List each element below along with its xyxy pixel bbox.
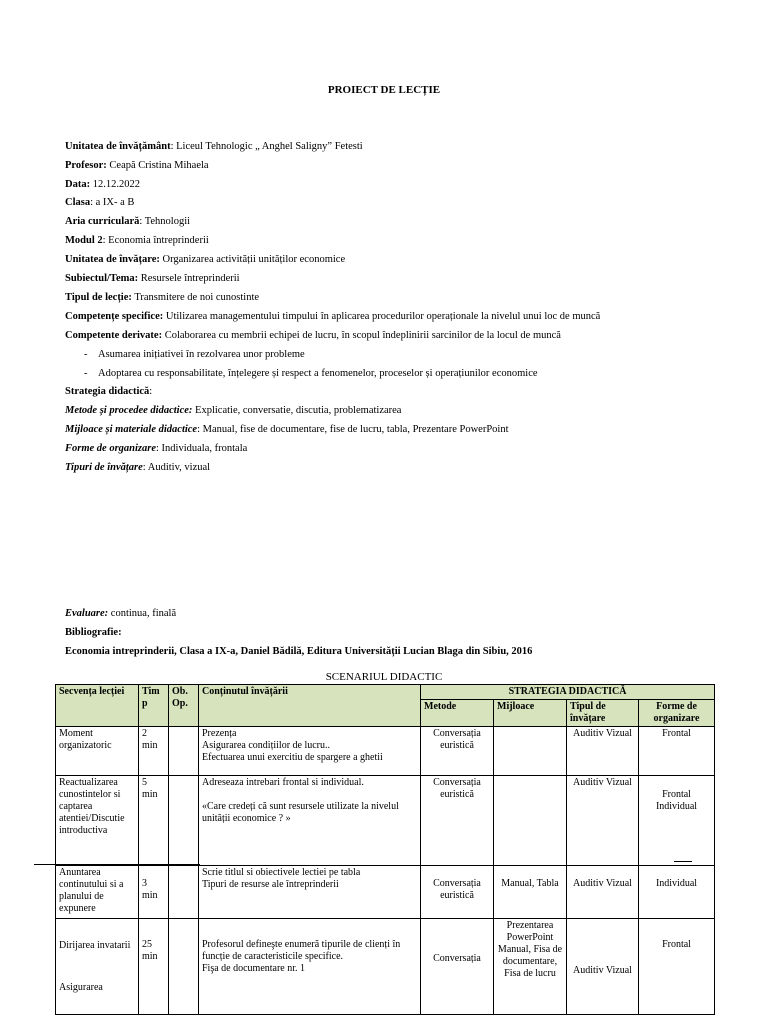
table-row	[56, 866, 715, 919]
cell-continut: Scrie titlul si obiectivele lectiei pe tabla Tipuri de resurse ale întreprinderii	[199, 866, 421, 919]
field-modul: Modul 2: Economia întreprinderii	[65, 235, 209, 246]
cell-ob	[169, 776, 199, 866]
cell-tipul: Auditiv Vizual	[567, 776, 639, 866]
cell-tipul: Auditiv Vizual	[567, 727, 639, 776]
col-header-metode: Metode	[421, 700, 494, 727]
col-header-continut: Conținutul învățării	[199, 685, 421, 727]
cell-ob	[169, 919, 199, 1015]
cell-secventa: Moment organizatoric	[56, 727, 139, 776]
cell-forme: Frontal	[639, 919, 715, 1015]
field-evaluare: Evaluare: continua, finală	[65, 608, 177, 619]
cell-forme: Individual	[639, 866, 715, 919]
divider	[34, 864, 200, 865]
cell-ob	[169, 866, 199, 919]
cell-mijloace	[494, 776, 567, 866]
col-header-mijloace: Mijloace	[494, 700, 567, 727]
cell-metode: Conversația	[421, 919, 494, 1015]
bullet-item: - Adoptarea cu responsabilitate, înțelegere și respect a fenomenelor, proceselor și operațiunilor economice	[84, 368, 538, 379]
table-row	[56, 727, 715, 776]
col-header-timp: Tim p	[139, 685, 169, 727]
col-header-forme: Forme de organizare	[639, 700, 715, 727]
col-header-tipul: Tipul de învățare	[567, 700, 639, 727]
cell-secventa: Reactualizarea cunostintelor si captarea atentiei/Discutie introductiva	[56, 776, 139, 866]
table-row	[56, 919, 715, 1015]
cell-mijloace: Manual, Tabla	[494, 866, 567, 919]
field-metode: Metode și procedee didactice: Explicatie, conversatie, discutia, problematizarea	[65, 405, 402, 416]
field-subiectul: Subiectul/Tema: Resursele întreprinderii	[65, 273, 240, 284]
cell-metode: Conversația euristică	[421, 776, 494, 866]
lesson-table	[55, 684, 715, 1015]
cell-secventa: Dirijarea invatarii Asigurarea	[56, 919, 139, 1015]
field-unitate-invatamant: Unitatea de învățământ: Liceul Tehnologic „ Anghel Saligny” Fetesti	[65, 141, 363, 152]
cell-metode: Conversația euristică	[421, 866, 494, 919]
bibliography-entry: Economia intreprinderii, Clasa a IX-a, Daniel Bădilă, Editura Universității Lucian Blaga din Sibiu, 2016	[65, 646, 533, 657]
divider	[674, 861, 692, 862]
col-header-secventa: Secvența lecției	[56, 685, 139, 727]
field-data: Data: 12.12.2022	[65, 179, 140, 190]
field-mijloace: Mijloace și materiale didactice: Manual, fise de documentare, fise de lucru, tabla, Prezentare PowerPoint	[65, 424, 509, 435]
col-header-strategia: STRATEGIA DIDACTICĂ	[421, 685, 715, 700]
table-row	[56, 776, 715, 866]
cell-continut: Adreseaza intrebari frontal si individual. «Care credeți că sunt resursele utilizate la nivelul unității economice ? »	[199, 776, 421, 866]
field-competente-derivate: Competente derivate: Colaborarea cu membrii echipei de lucru, în scopul îndeplinirii sarcinilor de la locul de muncă	[65, 330, 561, 341]
field-clasa: Clasa: a IX- a B	[65, 197, 135, 208]
field-competente-specifice: Competențe specifice: Utilizarea managementului timpului în aplicarea procedurilor operaționale la nivelul unui loc de muncă	[65, 311, 601, 322]
cell-mijloace	[494, 727, 567, 776]
cell-continut: Profesorul defineşte enumeră tipurile de clienți în funcție de caracteristicile specifice. Fişa de documentare nr. 1	[199, 919, 421, 1015]
cell-timp: 2 min	[139, 727, 169, 776]
cell-timp: 3 min	[139, 866, 169, 919]
field-aria: Aria curriculară: Tehnologii	[65, 216, 191, 227]
cell-metode: Conversația euristică	[421, 727, 494, 776]
cell-tipul: Auditiv Vizual	[567, 919, 639, 1015]
col-header-ob: Ob. Op.	[169, 685, 199, 727]
field-bibliografie: Bibliografie:	[65, 627, 122, 638]
page-title: PROIECT DE LECȚIE	[327, 84, 441, 96]
cell-mijloace: Prezentarea PowerPoint Manual, Fisa de documentare, Fisa de lucru	[494, 919, 567, 1015]
field-strategia: Strategia didactică:	[65, 386, 153, 397]
field-forme: Forme de organizare: Individuala, frontala	[65, 443, 248, 454]
bullet-item: - Asumarea inițiativei în rezolvarea unor probleme	[84, 349, 305, 360]
field-tipul-lectie: Tipul de lecție: Transmitere de noi cunostinte	[65, 292, 260, 303]
cell-secventa: Anuntarea continutului si a planului de expunere	[56, 866, 139, 919]
field-profesor: Profesor: Ceapă Cristina Mihaela	[65, 160, 209, 171]
field-unitate-invatare: Unitatea de învățare: Organizarea activității unităților economice	[65, 254, 346, 265]
cell-ob	[169, 727, 199, 776]
cell-forme: Frontal	[639, 727, 715, 776]
scenario-title: SCENARIUL DIDACTIC	[325, 671, 443, 683]
field-tipuri: Tipuri de învățare: Auditiv, vizual	[65, 462, 211, 473]
cell-continut: Prezența Asigurarea condițiilor de lucru.. Efectuarea unui exercitiu de spargere a ghetii	[199, 727, 421, 776]
cell-timp: 25 min	[139, 919, 169, 1015]
cell-timp: 5 min	[139, 776, 169, 866]
cell-forme: Frontal Individual	[639, 776, 715, 866]
cell-tipul: Auditiv Vizual	[567, 866, 639, 919]
